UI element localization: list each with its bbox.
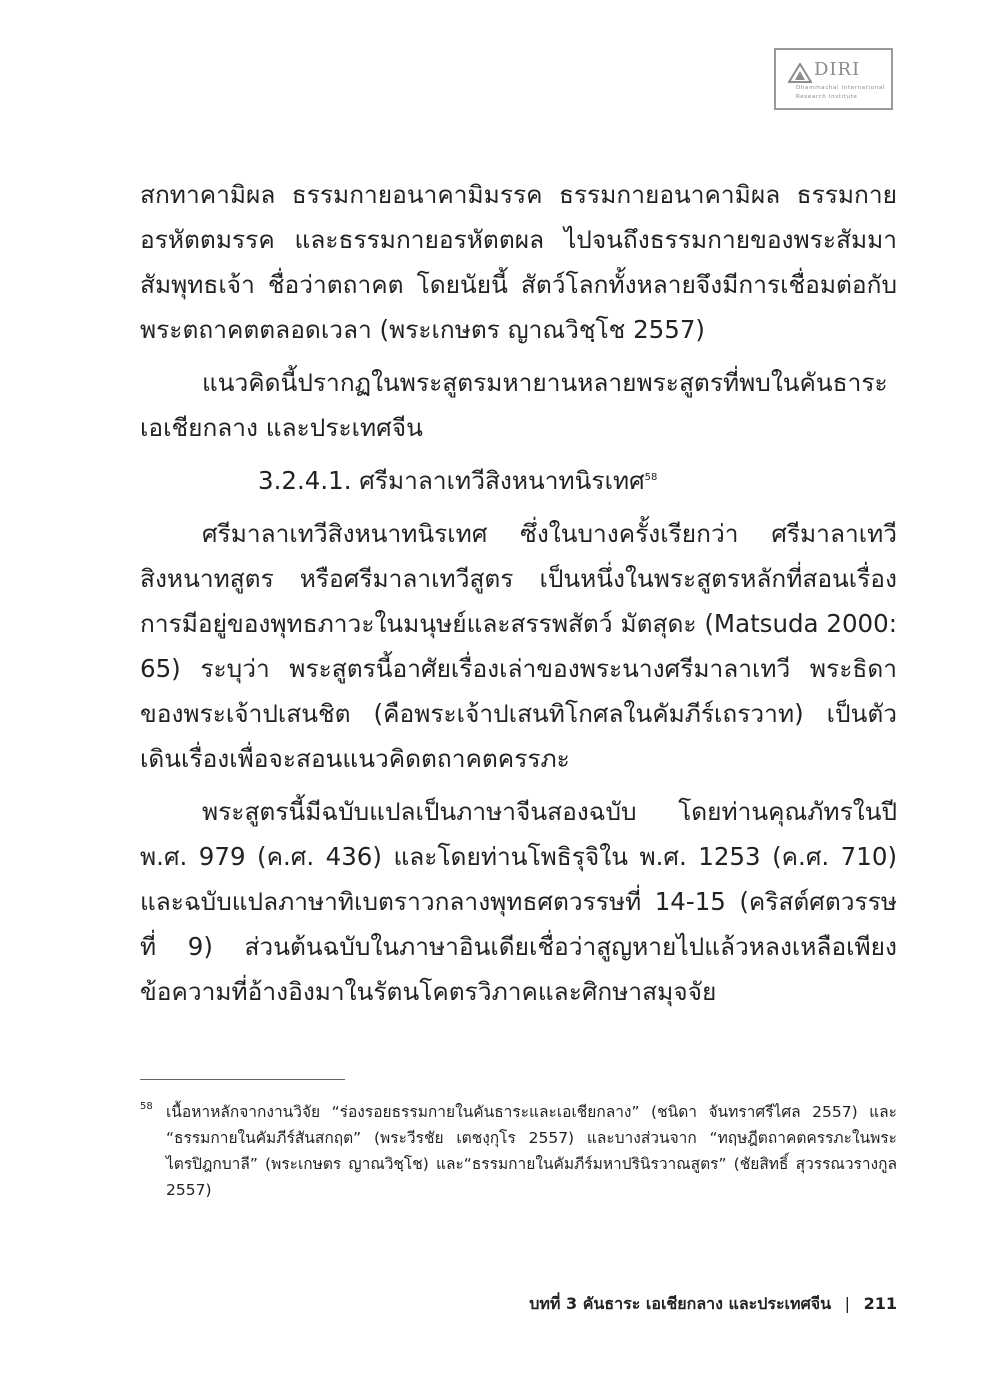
footnote-text: เนื้อหาหลักจากงานวิจัย “ร่องรอยธรรมกายในคันธาระและเอเชียกลาง” (ชนิดา จันทราศรีไศล 2557) และ “ธรรมกายในคัมภีร์สันสกฤต” (พระวีรชัย เตชงฺกุโร 2557) และบางส่วนจาก “ทฤษฎีตถาคตครรภะในพระไตรปิฎกบาลี” (พระเกษตร ญาณวิชฺโช) และ“ธรรมกายในคัมภีร์มหาปรินิรวาณสูตร” (ชัยสิทธิ์ สุวรรณวรางกูล 2557) [166,1103,897,1199]
logo-subtitle-line2: Research Institute [796,94,858,100]
paragraph-4: พระสูตรนี้มีฉบับแปลเป็นภาษาจีนสองฉบับ โดยท่านคุณภัทรในปี พ.ศ. 979 (ค.ศ. 436) และโดยท่านโพธิรุจิใน พ.ศ. 1253 (ค.ศ. 710) และฉบับแปลภาษาทิเบตราวกลางพุทธศตวรรษที่ 14-15 (คริสต์ศตวรรษที่ 9) ส่วนต้นฉบับในภาษาอินเดียเชื่อว่าสูญหายไปแล้วหลงเหลือเพียงข้อความที่อ้างอิงมาในรัตนโคตรวิภาคและศิกษาสมุจจัย [140,797,897,1006]
footnote-number: 58 [140,1101,153,1112]
footnote-divider [140,1079,345,1080]
logo-name: DIRI [814,59,861,80]
footnote [140,1099,897,1203]
footnote-ref[interactable]: 58 [644,471,658,483]
subheading [140,458,897,503]
paragraph-1: สกทาคามิผล ธรรมกายอนาคามิมรรค ธรรมกายอนาคามิผล ธรรมกายอรหัตตมรรค และธรรมกายอรหัตตผล ไปจนถึงธรรมกายของพระสัมมาสัมพุทธเจ้า ชื่อว่าตถาคต โดยนัยนี้ สัตว์โลกทั้งหลายจึงมีการเชื่อมต่อกับพระตถาคตตลอดเวลา (พระเกษตร ญาณวิชฺโช 2557) [140,180,897,344]
paragraph-3: ศรีมาลาเทวีสิงหนาทนิรเทศ ซึ่งในบางครั้งเรียกว่า ศรีมาลาเทวีสิงหนาทสูตร หรือศรีมาลาเทวีสูตร เป็นหนึ่งในพระสูตรหลักที่สอนเรื่องการมีอยู่ของพุทธภาวะในมนุษย์และสรรพสัตว์ มัตสุดะ (Matsuda 2000: 65) ระบุว่า พระสูตรนี้อาศัยเรื่องเล่าของพระนางศรีมาลาเทวี พระธิดาของพระเจ้าปเสนชิต (คือพระเจ้าปเสนทิโกศลในคัมภีร์เถรวาท) เป็นตัวเดินเรื่องเพื่อจะสอนแนวคิดตถาคตครรภะ [140,519,897,773]
subheading-text: 3.2.4.1. ศรีมาลาเทวีสิงหนาทนิรเทศ [258,466,645,495]
page-number: 211 [863,1294,897,1313]
page-footer [529,1292,897,1317]
diri-logo [774,48,893,110]
triangle-logo-icon [788,63,812,83]
footer-separator: | [844,1294,851,1313]
chapter-title: บทที่ 3 คันธาระ เอเชียกลาง และประเทศจีน [529,1294,832,1313]
logo-subtitle-line1: Dhammachai International [796,85,886,91]
paragraph-2: แนวคิดนี้ปรากฏในพระสูตรมหายานหลายพระสูตรที่พบในคันธาระ เอเชียกลาง และประเทศจีน [140,368,888,442]
main-text [140,172,897,1014]
